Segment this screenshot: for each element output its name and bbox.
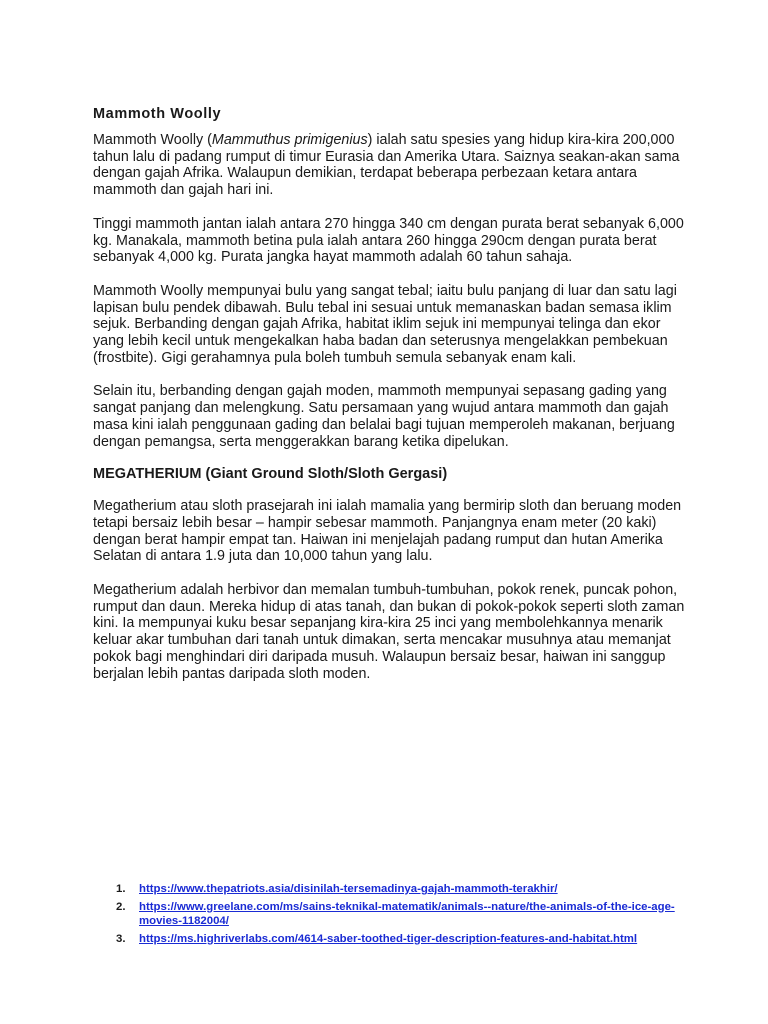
section-heading-mammoth: Mammoth Woolly (93, 106, 222, 122)
reference-link[interactable]: https://www.thepatriots.asia/disinilah-tersemadinya-gajah-mammoth-terakhir/ (139, 883, 558, 895)
reference-link[interactable]: https://ms.highriverlabs.com/4614-saber-toothed-tiger-description-features-and-habitat.html (139, 932, 638, 945)
reference-item (116, 900, 676, 929)
paragraph-mammoth-intro (93, 132, 693, 199)
document-body (93, 104, 693, 682)
reference-number: 3. (116, 932, 126, 945)
reference-number: 2. (116, 900, 126, 913)
paragraph-megatherium-diet: Megatherium adalah herbivor dan memalan tumbuh-tumbuhan, pokok renek, puncak pohon, rumput dan daun. Mereka hidup di atas tanah, dan bukan di pokok-pokok seperti sloth zaman kini. Ia mempunyai kuku besar sepanjang kira-kira 25 inci yang membolehkannya menarik keluar akar tumbuhan dari tanah untuk dimakan, serta mencakar musuhnya atau memanjat pokok bagi menghindari diri daripada musuh. Walaupun bersaiz besar, haiwan ini sanggup berjalan lebih pantas daripada sloth moden. (93, 582, 685, 682)
paragraph-megatherium-intro: Megatherium atau sloth prasejarah ini ialah mamalia yang bermirip sloth dan beruang moden tetapi bersaiz lebih besar – hampir sebesar mammoth. Panjangnya enam meter (20 kaki) dengan berat hampir empat tan. Haiwan ini menjelajah padang rumput dan hutan Amerika Selatan di antara 1.9 juta dan 10,000 tahun yang lalu. (93, 498, 682, 565)
reference-link[interactable]: https://www.greelane.com/ms/sains-teknikal-matematik/animals--nature/the-animals-of-the-ice-age-movies-1182004/ (139, 900, 675, 927)
paragraph-mammoth-tusks: Selain itu, berbanding dengan gajah moden, mammoth mempunyai sepasang gading yang sangat panjang dan melengkung. Satu persamaan yang wujud antara mammoth dan gajah masa kini ialah penggunaan gading dan belalai bagi tujuan memperoleh makanan, berjuang dengan pemangsa, serta menggerakkan barang ketika dipelukan. (93, 383, 675, 450)
scientific-name: Mammuthus primigenius (211, 132, 368, 148)
text-run: ) ialah satu spesies yang hidup kira-kira 200,000 tahun lalu di padang rumput di timur Eurasia dan Amerika Utara. Saiznya seakan-akan sama dengan gajah Afrika. Walaupun demikian, terdapat beberapa perbezaan ketara antara mammoth dan gajah hari ini. (93, 132, 680, 199)
paragraph-mammoth-size: Tinggi mammoth jantan ialah antara 270 hingga 340 cm dengan purata berat sebanyak 6,000 kg. Manakala, mammoth betina pula ialah antara 260 hingga 290cm dengan purata berat sebanyak 4,000 kg. Purata jangka hayat mammoth adalah 60 tahun sahaja. (93, 215, 684, 266)
reference-list (116, 882, 676, 949)
reference-item (116, 932, 676, 947)
reference-item (116, 882, 676, 897)
text-run: Mammoth Woolly ( (93, 132, 212, 148)
section-heading-megatherium: MEGATHERIUM (Giant Ground Sloth/Sloth Gergasi) (93, 466, 448, 483)
paragraph-mammoth-fur: Mammoth Woolly mempunyai bulu yang sangat tebal; iaitu bulu panjang di luar dan satu lagi lapisan bulu pendek dibawah. Bulu tebal ini sesuai untuk memanaskan badan semasa iklim sejuk. Berbanding dengan gajah Afrika, habitat iklim sejuk ini mempunyai telinga dan ekor yang lebih kecil untuk mengekalkan haba badan dan seterusnya mengelakkan pembekuan (frostbite). Gigi gerahamnya pula boleh tumbuh semula sebanyak enam kali. (93, 282, 677, 366)
reference-number: 1. (116, 883, 126, 895)
